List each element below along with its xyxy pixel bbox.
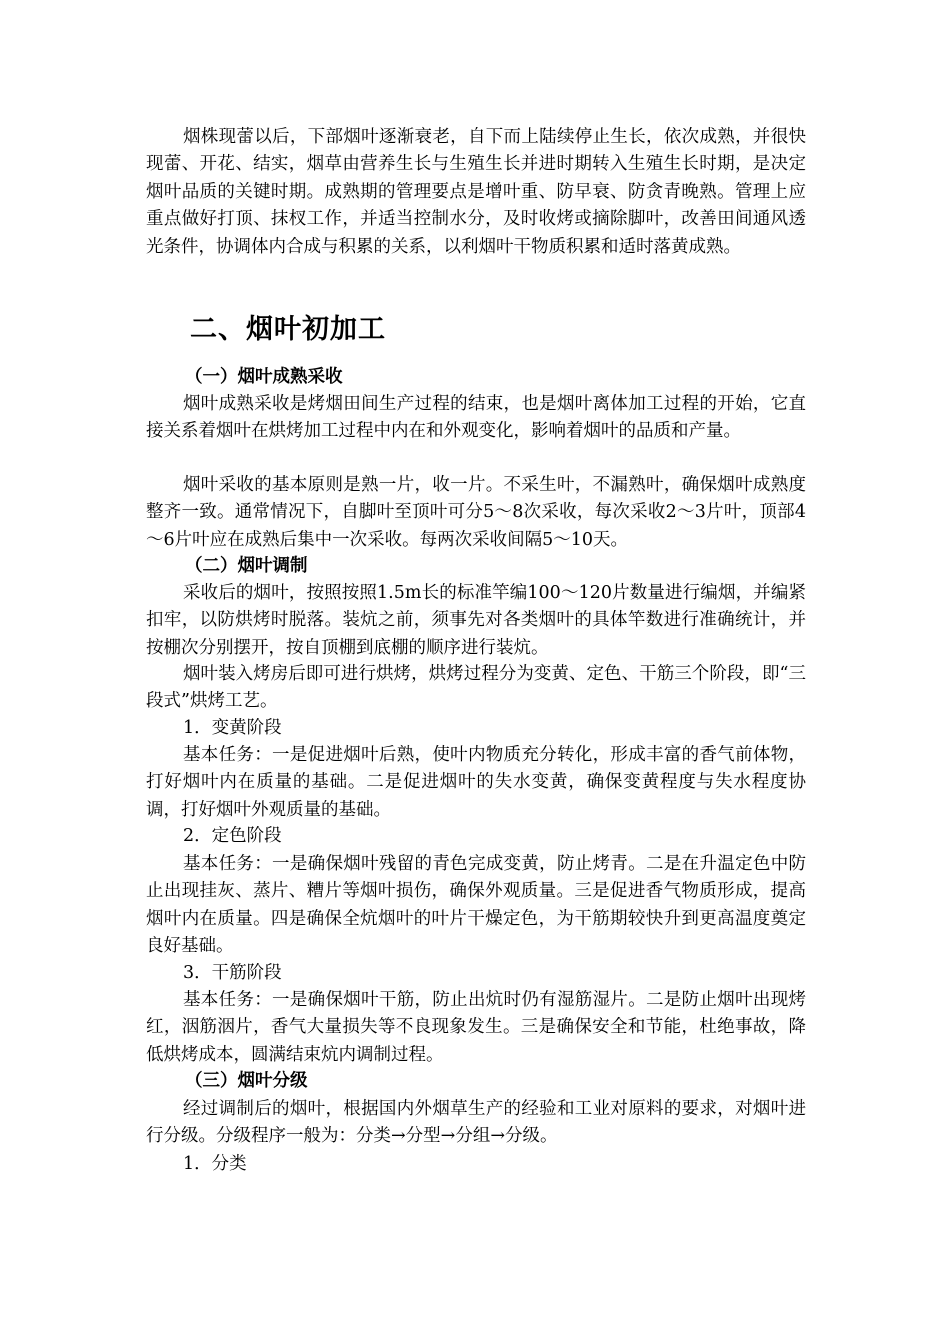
stage2-block	[146, 851, 806, 961]
part2-paragraph-1: 采收后的烟叶，按照按照1.5m长的标准竿编100～120片数量进行编烟，并编紧扣牢，以防烘烤时脱落。装炕之前，须事先对各类烟叶的具体竿数进行准确统计，并按棚次分别摆开，按自顶棚到底棚的顺序进行装炕。	[146, 583, 806, 658]
heading-part1: （一）烟叶成熟采收	[185, 367, 343, 387]
stage1-text: 基本任务：一是促进烟叶后熟，使叶内物质充分转化，形成丰富的香气前体物，打好烟叶内在质量的基础。二是促进烟叶的失水变黄，确保变黄程度与失水程度协调，打好烟叶外观质量的基础。	[146, 745, 806, 820]
part1-paragraph-2: 烟叶采收的基本原则是熟一片，收一片。不采生叶，不漏熟叶，确保烟叶成熟度整齐一致。通常情况下，自脚叶至顶叶可分5～8次采收，每次采收2～3片叶，顶部4～6片叶应在成熟后集中一次采收。每两次采收间隔5～10天。	[146, 475, 806, 550]
stage1-block	[146, 742, 806, 824]
part3-paragraph-1: 经过调制后的烟叶，根据国内外烟草生产的经验和工业对原料的要求，对烟叶进行分级。分级程序一般为：分类→分型→分组→分级。	[146, 1099, 806, 1147]
intro-paragraph: 烟株现蕾以后，下部烟叶逐渐衰老，自下而上陆续停止生长，依次成熟，并很快现蕾、开花、结实，烟草由营养生长与生殖生长并进时期转入生殖生长时期，是决定烟叶品质的关键时期。成熟期的管理要点是增叶重、防早衰、防贪青晚熟。管理上应重点做好打顶、抹杈工作，并适当控制水分，及时收烤或摘除脚叶，改善田间通风透光条件，协调体内合成与积累的关系，以利烟叶干物质积累和适时落黄成熟。	[146, 127, 806, 257]
item1-title: 1．分类	[183, 1154, 247, 1174]
stage1-title: 1．变黄阶段	[183, 718, 282, 738]
part1-p1-block	[146, 391, 806, 446]
intro-block	[146, 124, 806, 261]
part3-p1-block	[146, 1096, 806, 1151]
part2-p1-block	[146, 580, 806, 662]
stage2-text: 基本任务：一是确保烟叶残留的青色完成变黄，防止烤青。二是在升温定色中防止出现挂灰、蒸片、糟片等烟叶损伤，确保外观质量。三是促进香气物质形成，提高烟叶内在质量。四是确保全炕烟叶的叶片干燥定色，为干筋期较快升到更高温度奠定良好基础。	[146, 854, 806, 957]
heading-part3: （三）烟叶分级	[185, 1071, 308, 1091]
part2-paragraph-2: 烟叶装入烤房后即可进行烘烤，烘烤过程分为变黄、定色、干筋三个阶段，即“三段式”烘烤工艺。	[146, 664, 806, 712]
part1-paragraph-1: 烟叶成熟采收是烤烟田间生产过程的结束，也是烟叶离体加工过程的开始，它直接关系着烟叶在烘烤加工过程中内在和外观变化，影响着烟叶的品质和产量。	[146, 394, 806, 442]
stage2-title: 2．定色阶段	[183, 826, 282, 846]
part2-p2-block	[146, 661, 806, 716]
stage3-title: 3．干筋阶段	[183, 963, 282, 983]
heading-part2: （二）烟叶调制	[185, 556, 308, 576]
stage3-block	[146, 987, 806, 1069]
stage3-text: 基本任务：一是确保烟叶干筋，防止出炕时仍有湿筋湿片。二是防止烟叶出现烤红，洇筋洇片，香气大量损失等不良现象发生。三是确保安全和节能，杜绝事故，降低烘烤成本，圆满结束炕内调制过程。	[146, 990, 806, 1065]
section-title: 二、烟叶初加工	[190, 314, 386, 345]
part1-p2-block	[146, 472, 806, 554]
